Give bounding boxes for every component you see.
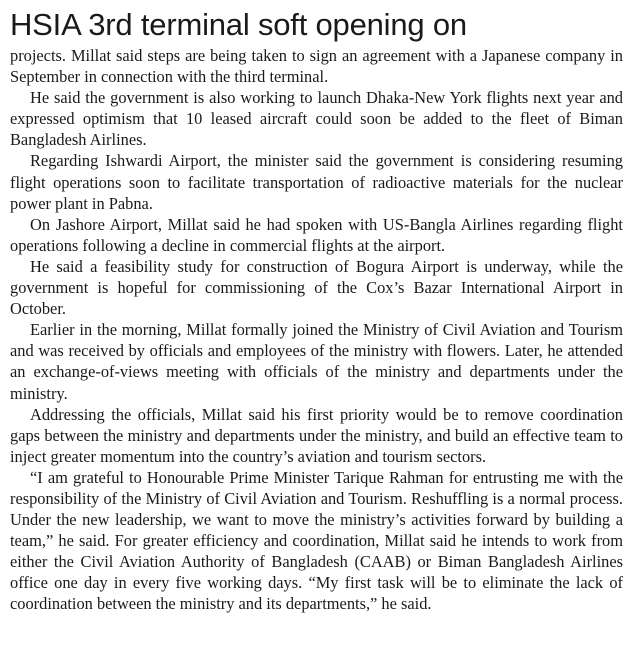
article-paragraph: “I am grateful to Honourable Prime Minister Tarique Rahman for entrusting me with the responsibility of the Ministry of Civil Aviation and Tourism. Reshuffling is a normal process. Under the new leadership, we want to move the ministry’s activities forward by building a team,” he said. For greater efficiency and coordination, Millat said he intends to work from either the Civil Aviation Authority of Bangladesh (CAAB) or Biman Bangladesh Airlines office one day in every five working days. “My first task will be to eliminate the lack of coordination between the ministry and its departments,” he said. [10,467,623,614]
article-paragraph: projects. Millat said steps are being taken to sign an agreement with a Japanese company in September in connection with the third terminal. [10,46,623,87]
article-paragraph: On Jashore Airport, Millat said he had spoken with US-Bangla Airlines regarding flight operations following a decline in commercial flights at the airport. [10,214,623,255]
article-paragraph: He said the government is also working to launch Dhaka-New York flights next year and expressed optimism that 10 leased aircraft could soon be added to the fleet of Biman Bangladesh Airlines. [10,88,623,150]
article-body [10,45,623,615]
article-paragraph: Earlier in the morning, Millat formally joined the Ministry of Civil Aviation and Tourism and was received by officials and employees of the ministry with flowers. Later, he attended an exchange-of-views meeting with officials of the ministry and departments under the ministry. [10,320,623,403]
article-paragraph: Addressing the officials, Millat said his first priority would be to remove coordination gaps between the ministry and departments under the ministry, and build an effective team to inject greater momentum into the country’s aviation and tourism sectors. [10,404,623,466]
article-paragraph: Regarding Ishwardi Airport, the minister said the government is considering resuming flight operations soon to facilitate transportation of radioactive materials for the nuclear power plant in Pabna. [10,151,623,213]
article-paragraph: He said a feasibility study for construction of Bogura Airport is underway, while the government is hopeful for commissioning of the Cox’s Bazar International Airport in October. [10,256,623,319]
headline: HSIA 3rd terminal soft opening on [10,7,467,42]
